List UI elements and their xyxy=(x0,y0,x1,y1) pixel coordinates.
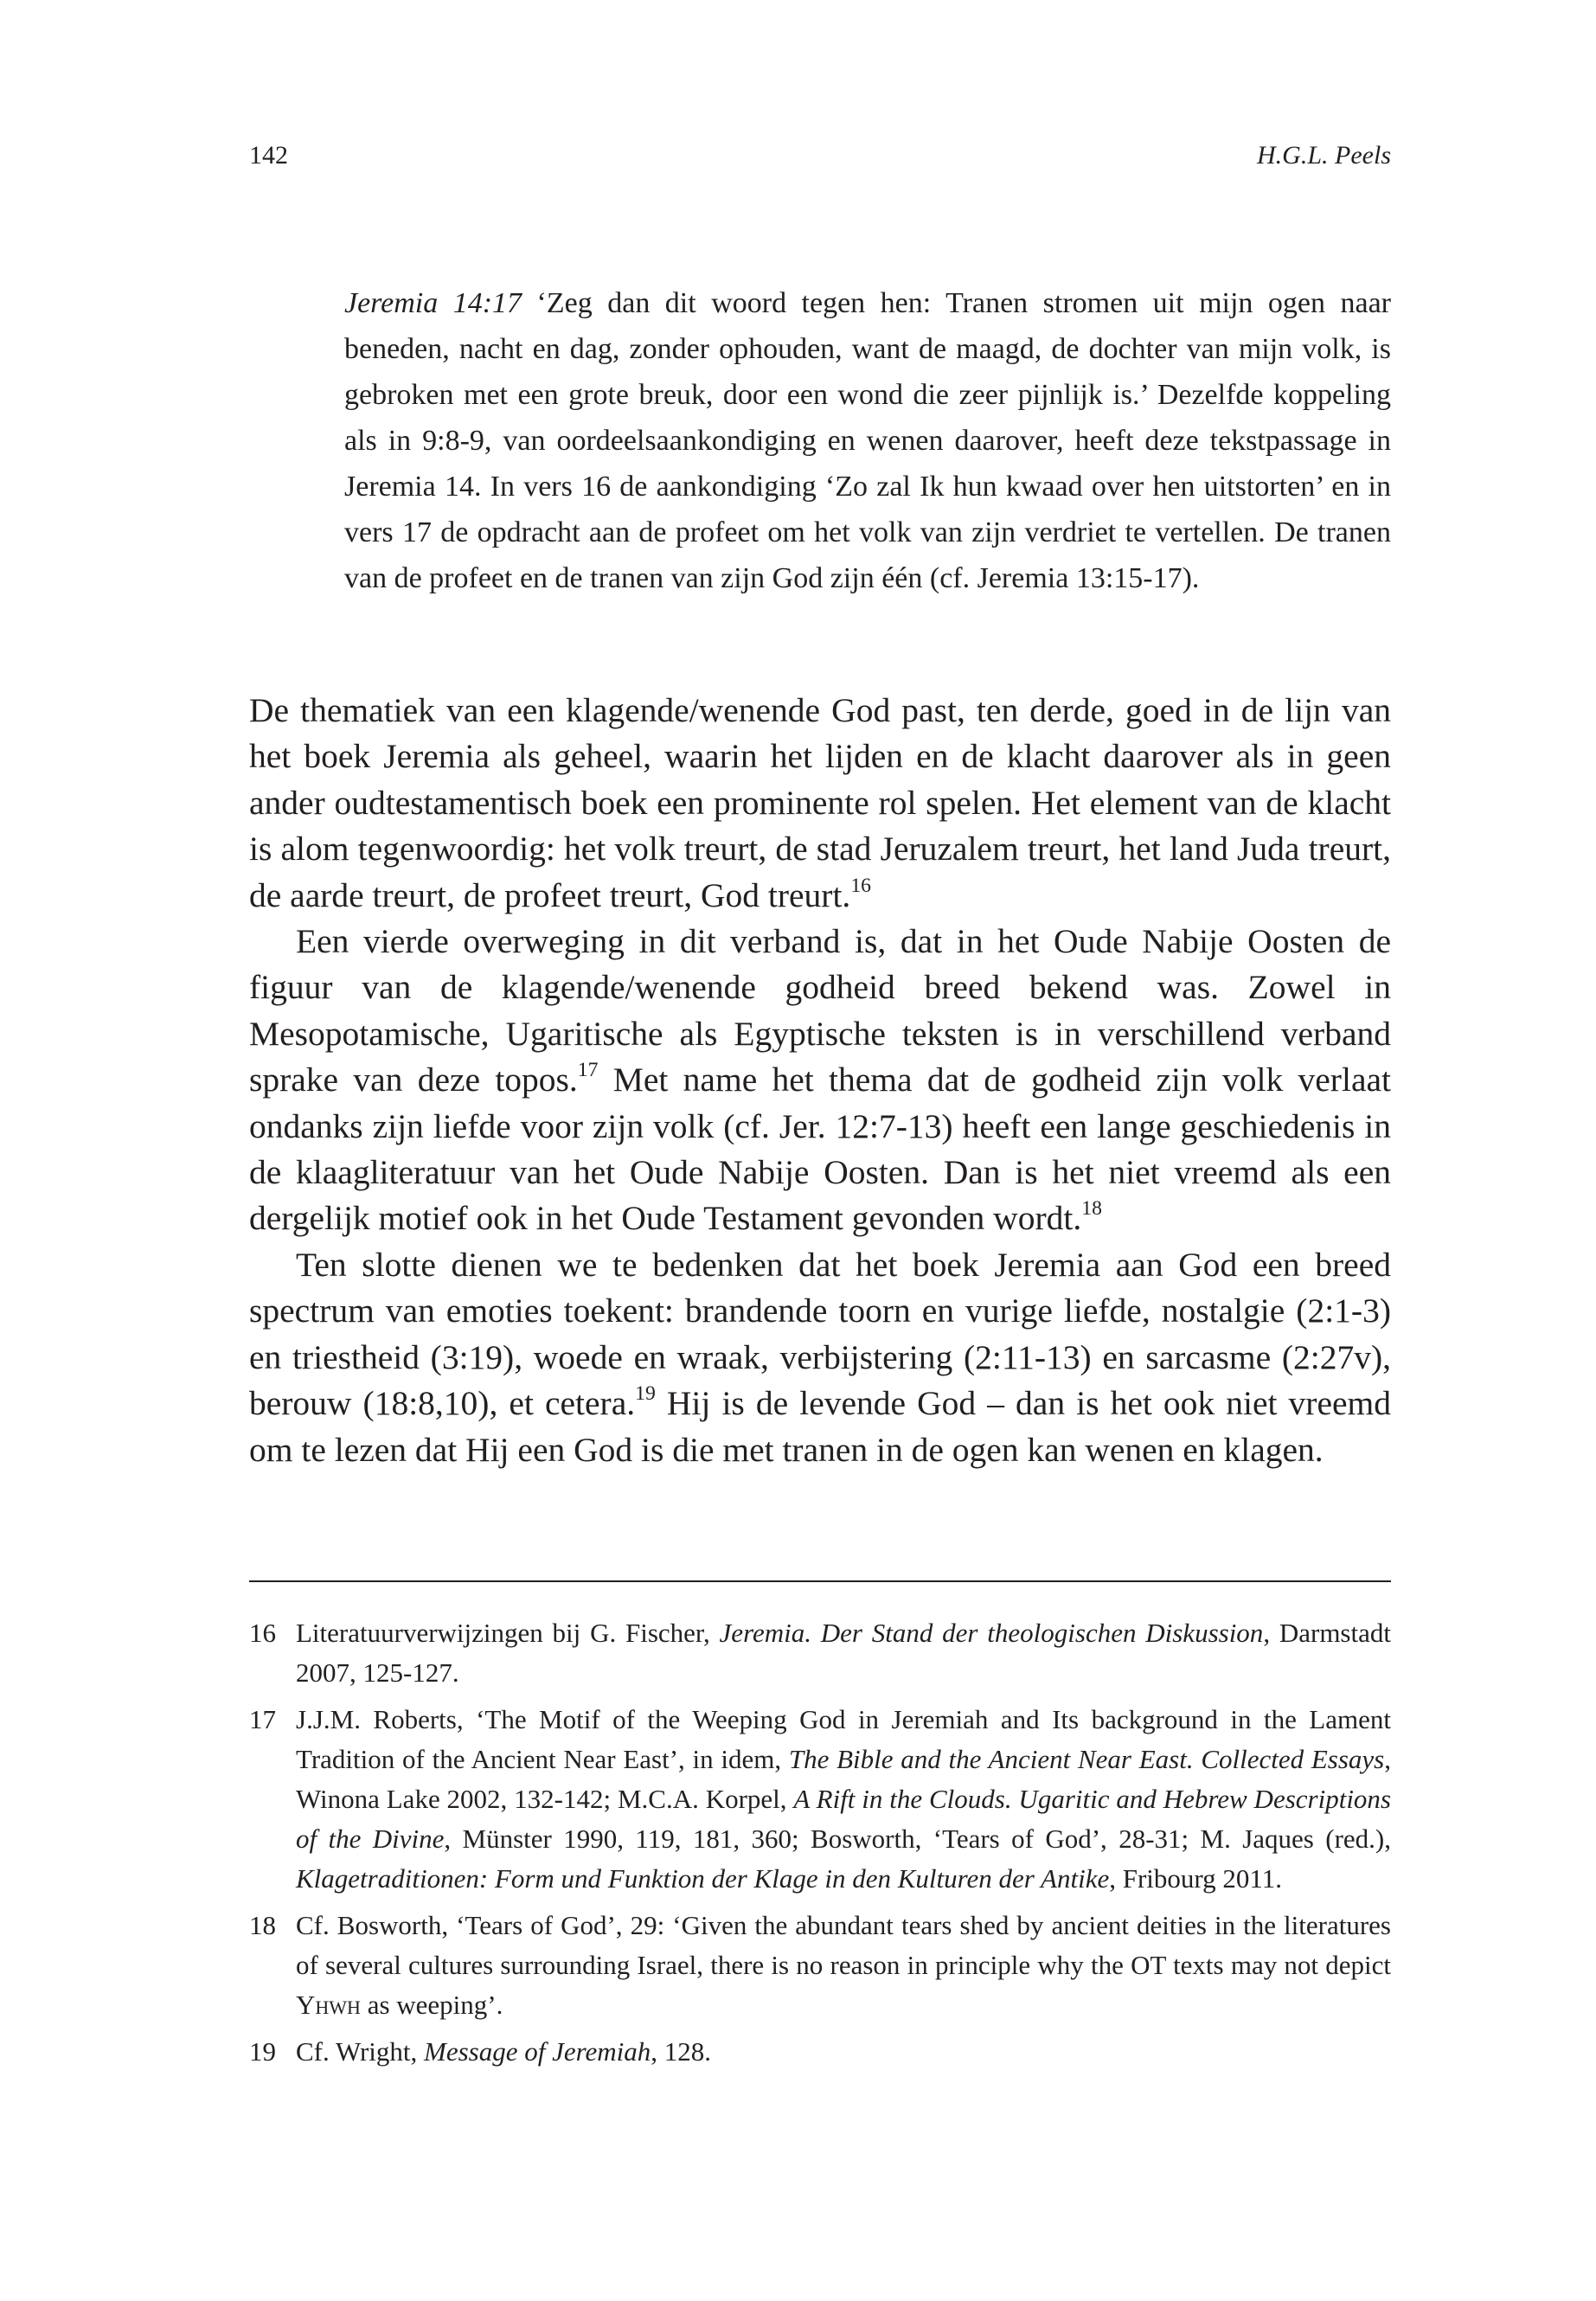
footnote-17 xyxy=(249,1700,1391,1899)
paragraph-3 xyxy=(249,1242,1391,1473)
paragraph-2 xyxy=(249,919,1391,1242)
footnote-text: , Münster 1990, 119, 181, 360; Bosworth, ‘Tears of God’, 28-31; M. Jaques (red.), xyxy=(444,1823,1391,1854)
footnote-ref-16[interactable]: 16 xyxy=(850,874,871,897)
footnote-ref-17[interactable]: 17 xyxy=(577,1059,599,1082)
footnote-16 xyxy=(249,1613,1391,1693)
footnote-19 xyxy=(249,2032,1391,2072)
paragraph-3-text-a: Ten slotte dienen we te bedenken dat het boek Jeremia aan God een breed spectrum van emoties toekent: brandende toorn en vurige liefde, nostalgie (2:1-3) en triestheid (3:19), woede en wraak, verbijstering (2:11-13) en sarcasme (2:27v), berouw (18:8,10), et cetera. xyxy=(249,1245,1391,1423)
indented-quote-block xyxy=(344,280,1391,601)
footnote-text: as weeping’. xyxy=(360,1990,503,2020)
footnote-text: Literatuurverwijzingen bij G. Fischer, xyxy=(296,1618,720,1648)
footnote-ref-19[interactable]: 19 xyxy=(635,1382,656,1406)
running-head-author: H.G.L. Peels xyxy=(1257,141,1391,170)
footnote-title: Jeremia. Der Stand der theologischen Diskussion xyxy=(719,1618,1264,1648)
paragraph-3-text-b: Hij is de levende God – dan is het ook niet vreemd om te lezen dat Hij een God is die met tranen in de ogen kan wenen en klagen. xyxy=(249,1384,1391,1469)
paragraph-2-text-a: Een vierde overweging in dit verband is, dat in het Oude Nabije Oosten de figuur van de klagende/wenende godheid breed bekend was. Zowel in Mesopotamische, Ugaritische als Egyptische teksten is in verschillend verband sprake van deze topos. xyxy=(249,922,1391,1099)
footnote-divine-name: Yhwh xyxy=(296,1990,361,2020)
paragraph-1-text: De thematiek van een klagende/wenende God past, ten derde, goed in de lijn van het boek Jeremia als geheel, waarin het lijden en de klacht daarover als in geen ander oudtestamentisch boek een prominente rol spelen. Het element van de klacht is alom tegenwoordig: het volk treurt, de stad Jeruzalem treurt, het land Juda treurt, de aarde treurt, de profeet treurt, God treurt. xyxy=(249,691,1391,914)
footnotes xyxy=(249,1613,1391,2079)
footnote-text: J.J.M. Roberts, ‘The Motif of the Weeping God in Jeremiah and Its background in the Lament Tradition of the Ancient Near East’, in idem, xyxy=(296,1704,1391,1774)
footnote-text: , Winona Lake 2002, 132-142; M.C.A. Korpel, xyxy=(296,1744,1391,1814)
footnote-title: Klagetraditionen: Form und Funktion der Klage in den Kulturen der Antike xyxy=(296,1863,1110,1894)
paragraph-1 xyxy=(249,688,1391,919)
footnote-number: 19 xyxy=(249,2036,276,2067)
footnote-title: Message of Jeremiah xyxy=(424,2036,651,2067)
footnote-title: The Bible and the Ancient Near East. Collected Essays xyxy=(788,1744,1385,1774)
footnote-text: Cf. Wright, xyxy=(296,2036,425,2067)
footnote-text: , Darmstadt 2007, 125-127. xyxy=(296,1618,1391,1688)
footnote-text: , 128. xyxy=(651,2036,712,2067)
footnote-title: A Rift in the Clouds. Ugaritic and Hebrew Descriptions of the Divine xyxy=(296,1784,1391,1854)
footnote-18 xyxy=(249,1906,1391,2025)
page-number: 142 xyxy=(249,141,288,170)
footnote-separator xyxy=(249,1580,1391,1582)
paragraph-2-text-b: Met name het thema dat de godheid zijn volk verlaat ondanks zijn liefde voor zijn volk (cf. Jer. 12:7-13) heeft een lange geschiedenis in de klaagliteratuur van het Oude Nabije Oosten. Dan is het niet vreemd als een dergelijk motief ook in het Oude Testament gevonden wordt. xyxy=(249,1061,1391,1238)
footnote-number: 18 xyxy=(249,1910,276,1940)
footnote-text: , Fribourg 2011. xyxy=(1109,1863,1283,1894)
body-text xyxy=(249,688,1391,1473)
footnote-text: Cf. Bosworth, ‘Tears of God’, 29: ‘Given the abundant tears shed by ancient deities in the literatures of several cultures surrounding Israel, there is no reason in principle why the OT texts may not depict xyxy=(296,1910,1391,1980)
footnote-number: 16 xyxy=(249,1618,276,1648)
quote-text: ‘Zeg dan dit woord tegen hen: Tranen stromen uit mijn ogen naar beneden, nacht en dag, zonder ophouden, want de maagd, de dochter van mijn volk, is gebroken met een grote breuk, door een wond die zeer pijnlijk is.’ Dezelfde koppeling als in 9:8-9, van oordeelsaankondiging en wenen daarover, heeft deze tekstpassage in Jeremia 14. In vers 16 de aankondiging ‘Zo zal Ik hun kwaad over hen uitstorten’ en in vers 17 de opdracht aan de profeet om het volk van zijn verdriet te vertellen. De tranen van de profeet en de tranen van zijn God zijn één (cf. Jeremia 13:15-17). xyxy=(344,287,1391,594)
footnote-ref-18[interactable]: 18 xyxy=(1081,1197,1102,1221)
quote-reference: Jeremia 14:17 xyxy=(344,287,522,319)
footnote-number: 17 xyxy=(249,1704,276,1734)
